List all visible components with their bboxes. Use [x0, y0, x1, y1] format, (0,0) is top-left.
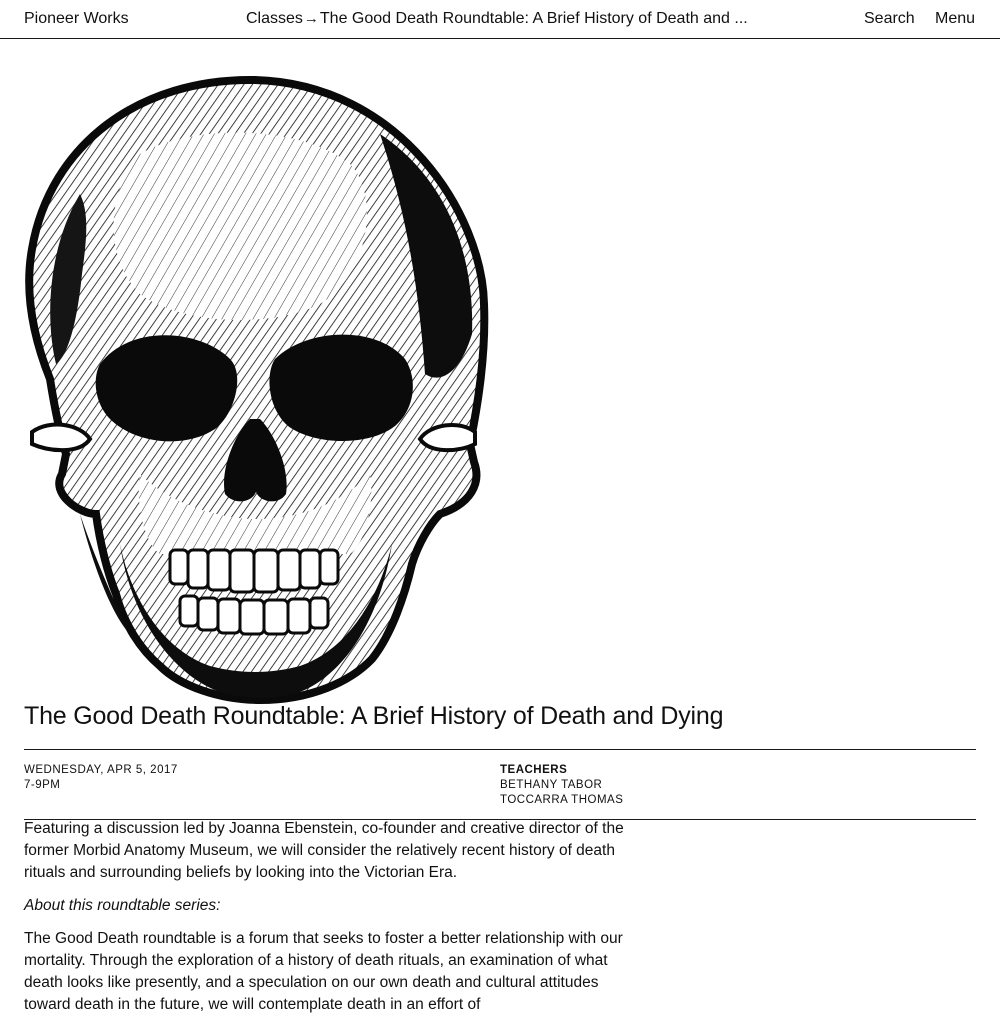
- menu-button[interactable]: Menu: [935, 10, 976, 27]
- teachers-label: TEACHERS: [500, 764, 568, 776]
- breadcrumb: [246, 10, 748, 28]
- event-teachers: [500, 763, 623, 808]
- teacher-name-link[interactable]: TOCCARRA THOMAS: [500, 794, 624, 806]
- arrow-right-icon: →: [303, 10, 319, 27]
- description-intro: Featuring a discussion led by Joanna Ebenstein, co-founder and creative director of the former Morbid Anatomy Museum, we will consider the relatively recent history of death rituals and surrounding beliefs by looking into the Victorian Era.: [24, 820, 624, 881]
- breadcrumb-current: The Good Death Roundtable: A Brief History of Death and ...: [319, 10, 748, 27]
- breadcrumb-classes-link[interactable]: Classes: [246, 10, 303, 27]
- page-title: The Good Death Roundtable: A Brief History of Death and Dying: [24, 702, 724, 730]
- teacher-name-link[interactable]: BETHANY TABOR: [500, 779, 603, 791]
- event-description: [24, 818, 649, 1027]
- top-nav-bar: [0, 0, 1000, 39]
- brand-link[interactable]: Pioneer Works: [24, 10, 129, 27]
- event-date: WEDNESDAY, APR 5, 2017: [24, 764, 178, 776]
- hero-skull-image: [20, 74, 490, 706]
- event-datetime: [24, 763, 178, 793]
- divider: [24, 749, 976, 750]
- series-description: The Good Death roundtable is a forum that seeks to foster a better relationship with our mortality. Through the exploration of a history of death rituals, an examination of what death looks like presently, and a speculation on our own death and cultural attitudes toward death in the future, we will contemplate death in an effort of: [24, 930, 623, 1013]
- series-heading: About this roundtable series:: [24, 897, 221, 914]
- search-button[interactable]: Search: [864, 10, 915, 27]
- event-time: 7-9PM: [24, 779, 61, 791]
